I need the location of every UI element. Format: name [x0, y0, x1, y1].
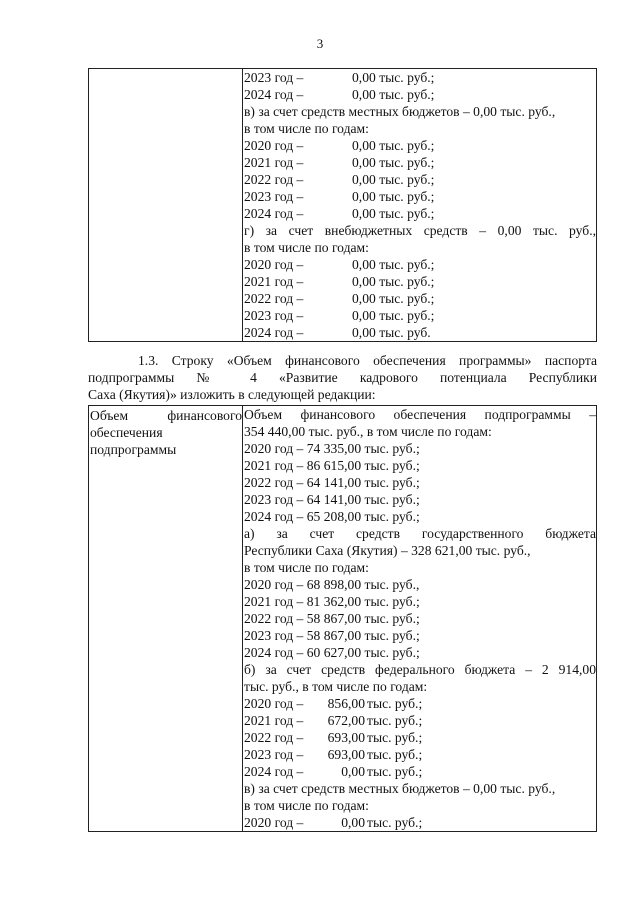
financing-table-continued	[88, 68, 597, 342]
table-row: 2023 год – 64 141,00 тыс. руб.;	[244, 492, 420, 507]
left-label-line: обеспечения	[90, 425, 163, 440]
table-row: 2022 год – 693,00 тыс. руб.;	[244, 730, 423, 745]
table-row: 2024 год – 65 208,00 тыс. руб.;	[244, 509, 420, 524]
table-row: 2023 год – 58 867,00 тыс. руб.;	[244, 628, 420, 643]
table-row: 2021 год – 81 362,00 тыс. руб.;	[244, 594, 420, 609]
table-row: 2020 год – 68 898,00 тыс. руб.,	[244, 577, 420, 592]
total-line: Объем финансового обеспечения подпрограммы –	[244, 407, 596, 422]
amendment-paragraph	[88, 352, 597, 403]
local-budget-header: в) за счет средств местных бюджетов – 0,00 тыс. руб.,	[244, 104, 556, 119]
federal-budget-line: тыс. руб., в том числе по годам:	[244, 679, 428, 694]
table-row: 2024 год – 60 627,00 тыс. руб.;	[244, 645, 420, 660]
table-row: 2022 год – 64 141,00 тыс. руб.;	[244, 475, 420, 490]
paragraph-line: Саха (Якутия)» изложить в следующей редакции:	[88, 387, 376, 402]
table-row: 2021 год – 0,00 тыс. руб.;	[244, 274, 435, 289]
state-budget-line: Республики Саха (Якутия) – 328 621,00 тыс. руб.,	[244, 543, 531, 558]
left-label-line: Объем финансового	[90, 408, 242, 423]
subprogram-financing-table	[88, 405, 597, 832]
total-line: 354 440,00 тыс. руб., в том числе по годам:	[244, 424, 492, 439]
page-number: 3	[316, 36, 324, 51]
table-row: 2021 год – 86 615,00 тыс. руб.;	[244, 458, 420, 473]
table-row: 2021 год – 672,00 тыс. руб.;	[244, 713, 423, 728]
table-row: 2021 год – 0,00 тыс. руб.;	[244, 155, 435, 170]
local-budget-line: в) за счет средств местных бюджетов – 0,00 тыс. руб.,	[244, 781, 556, 796]
table-row: 2024 год – 0,00 тыс. руб.;	[244, 764, 423, 779]
table-row: 2020 год – 74 335,00 тыс. руб.;	[244, 441, 420, 456]
table1-left-cell	[89, 69, 243, 342]
table-row: 2023 год – 0,00 тыс. руб.;	[244, 70, 435, 85]
left-label-line: подпрограммы	[90, 442, 177, 457]
paragraph-line: 1.3. Строку «Объем финансового обеспечения программы» паспорта	[138, 353, 597, 368]
table-row: 2022 год – 58 867,00 тыс. руб.;	[244, 611, 420, 626]
table-row: 2023 год – 0,00 тыс. руб.;	[244, 189, 435, 204]
table-row: 2023 год – 693,00 тыс. руб.;	[244, 747, 423, 762]
paragraph-line: подпрограммы № 4 «Развитие кадрового потенциала Республики	[88, 370, 597, 385]
state-budget-line: в том числе по годам:	[244, 560, 369, 575]
table-row: 2024 год – 0,00 тыс. руб.	[244, 325, 431, 340]
state-budget-line: а) за счет средств государственного бюджета	[244, 526, 596, 541]
table-row: 2024 год – 0,00 тыс. руб.;	[244, 87, 435, 102]
table2-left-cell	[89, 406, 243, 832]
table-row: 2020 год – 856,00 тыс. руб.;	[244, 696, 423, 711]
extra-budget-header: г) за счет внебюджетных средств – 0,00 тыс. руб.,	[244, 223, 596, 238]
table-row: 2023 год – 0,00 тыс. руб.;	[244, 308, 435, 323]
table-row: 2020 год – 0,00 тыс. руб.;	[244, 815, 423, 830]
table-row: 2024 год – 0,00 тыс. руб.;	[244, 206, 435, 221]
table-row: 2022 год – 0,00 тыс. руб.;	[244, 172, 435, 187]
table-row: 2022 год – 0,00 тыс. руб.;	[244, 291, 435, 306]
table-row: 2020 год – 0,00 тыс. руб.;	[244, 138, 435, 153]
local-budget-line: в том числе по годам:	[244, 798, 369, 813]
table2-right-cell	[243, 406, 597, 832]
table-row: 2020 год – 0,00 тыс. руб.;	[244, 257, 435, 272]
table1-right-cell	[243, 69, 597, 342]
federal-budget-line: б) за счет средств федерального бюджета – 2 914,00	[244, 662, 596, 677]
local-budget-sub: в том числе по годам:	[244, 121, 369, 136]
extra-budget-sub: в том числе по годам:	[244, 240, 369, 255]
